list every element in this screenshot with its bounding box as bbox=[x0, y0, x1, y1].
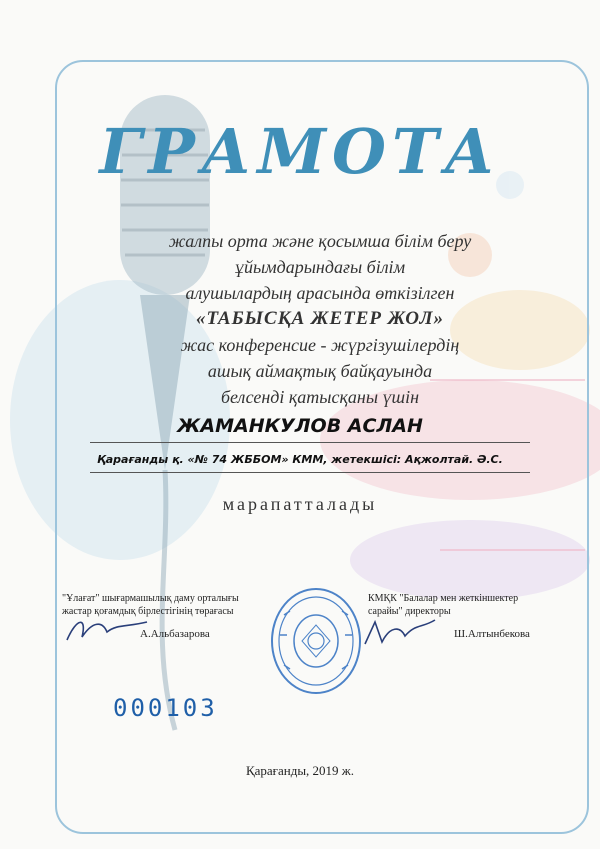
signer-left-org-line1: "Ұлағат" шығармашылық даму орталығы bbox=[62, 593, 239, 604]
body-line-6: ашық аймақтық байқауында bbox=[207, 361, 433, 381]
body-line-1: жалпы орта және қосымша білім беру bbox=[168, 231, 472, 251]
body-line-5: жас конференсие - жүргізушілердің bbox=[180, 335, 460, 355]
award-reason-text bbox=[100, 228, 540, 410]
official-stamp-seal bbox=[270, 585, 362, 697]
name-underline bbox=[90, 442, 530, 443]
signer-right-org-line1: КМҚК "Балалар мен жеткіншектер bbox=[368, 593, 519, 604]
signature-right bbox=[360, 614, 440, 650]
city-date: Қарағанды, 2019 ж. bbox=[245, 763, 355, 778]
certificate-title: ГРАМОТА bbox=[99, 115, 501, 188]
signer-left-name: А.Альбазарова bbox=[140, 628, 210, 640]
body-line-2: ұйымдарындағы білім bbox=[234, 257, 406, 277]
body-line-3: алушылардың арасында өткізілген bbox=[185, 283, 455, 303]
recipient-name: ЖАМАНКУЛОВ АСЛАН bbox=[177, 415, 423, 437]
event-name: «ТАБЫСҚА ЖЕТЕР ЖОЛ» bbox=[195, 308, 444, 329]
school-line: Қарағанды қ. «№ 74 ЖББОМ» КММ, жетекшісі: Ақжолтай. Ә.С. bbox=[97, 453, 503, 466]
signer-left-org-line2: жастар қоғамдық бірлестігінің төрағасы bbox=[62, 606, 234, 617]
serial-number: 000103 bbox=[113, 694, 218, 722]
awarded-text: марапатталады bbox=[222, 494, 378, 514]
school-underline bbox=[90, 472, 530, 473]
signature-left bbox=[62, 612, 152, 646]
signer-right-org-line2: сарайы" директоры bbox=[368, 606, 451, 617]
signer-right-name: Ш.Алтынбекова bbox=[454, 628, 530, 640]
body-line-7: белсенді қатысқаны үшін bbox=[220, 387, 420, 407]
